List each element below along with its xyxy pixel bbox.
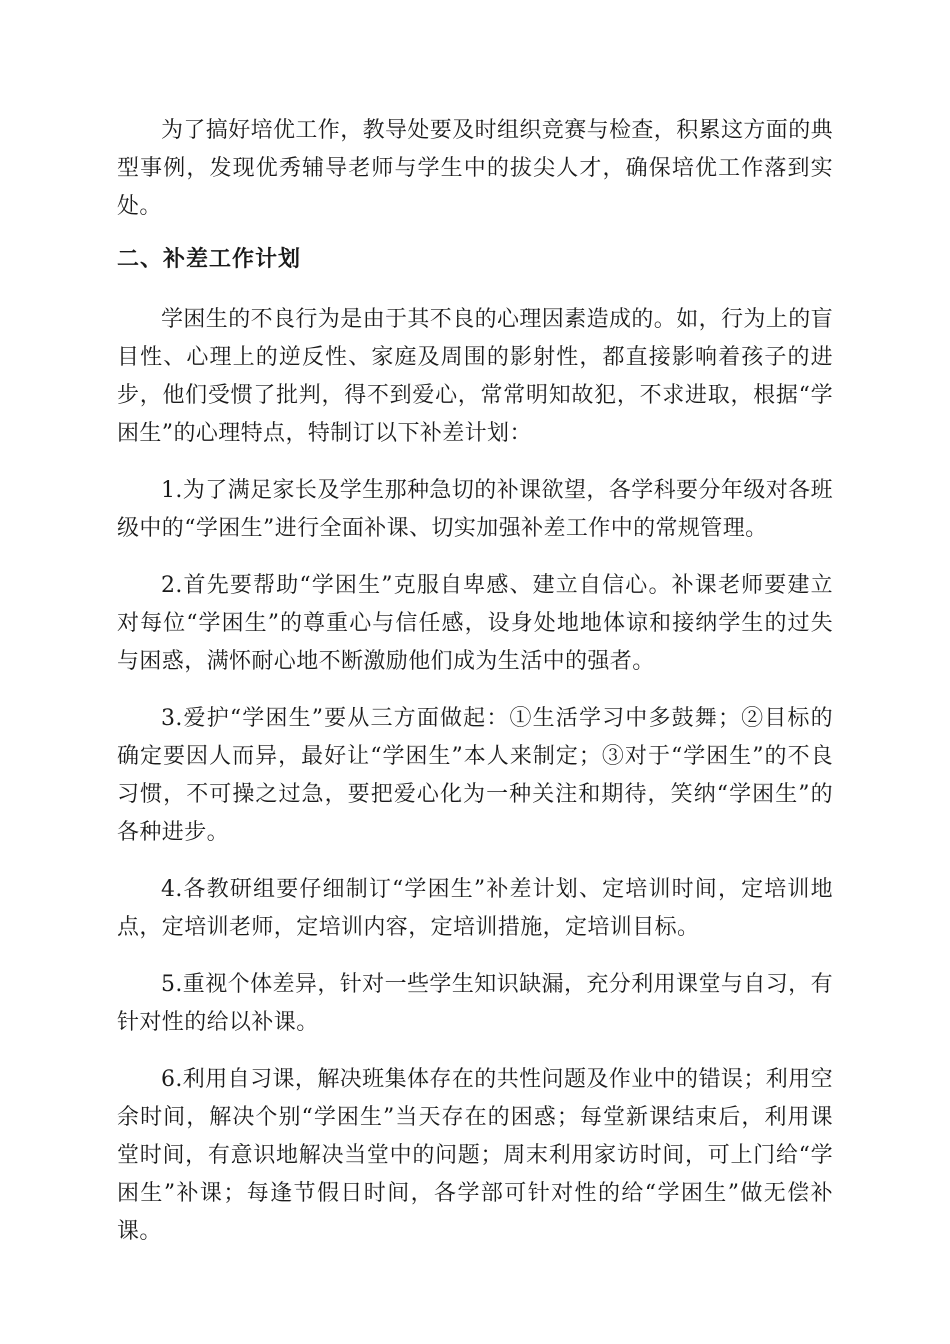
document-body [117,112,833,1270]
plan-item-1: 1.为了满足家长及学生那种急切的补课欲望，各学科要分年级对各班级中的“学困生”进行全面补课、切实加强补差工作中的常规管理。 [117,478,833,541]
plan-item-5: 5.重视个体差异，针对一些学生知识缺漏，充分利用课堂与自习，有针对性的给以补课。 [117,972,833,1035]
intro-paragraph: 为了搞好培优工作，教导处要及时组织竞赛与检查，积累这方面的典型事例，发现优秀辅导老师与学生中的拔尖人才，确保培优工作落到实处。 [117,118,834,219]
plan-item-3: 3.爱护“学困生”要从三方面做起：①生活学习中多鼓舞；②目标的确定要因人而异，最好让“学困生”本人来制定；③对于“学困生”的不良习惯，不可操之过急，要把爱心化为一种关注和期待，笑纳“学困生”的各种进步。 [117,706,833,845]
section-heading: 二、补差工作计划 [117,247,302,272]
plan-item-2: 2.首先要帮助“学困生”克服自卑感、建立自信心。补课老师要建立对每位“学困生”的尊重心与信任感，设身处地地体谅和接纳学生的过失与困惑，满怀耐心地不断激励他们成为生活中的强者。 [117,573,833,674]
section-intro-paragraph: 学困生的不良行为是由于其不良的心理因素造成的。如，行为上的盲目性、心理上的逆反性、家庭及周围的影射性，都直接影响着孩子的进步，他们受惯了批判，得不到爱心，常常明知故犯，不求进取，根据“学困生”的心理特点，特制订以下补差计划： [117,307,834,446]
plan-item-6: 6.利用自习课，解决班集体存在的共性问题及作业中的错误；利用空余时间，解决个别“学困生”当天存在的困惑；每堂新课结束后，利用课堂时间，有意识地解决当堂中的问题；周末利用家访时间，可上门给“学困生”补课；每逢节假日时间，各学部可针对性的给“学困生”做无偿补课。 [117,1067,833,1244]
plan-item-4: 4.各教研组要仔细制订“学困生”补差计划、定培训时间，定培训地点，定培训老师，定培训内容，定培训措施，定培训目标。 [117,877,833,940]
